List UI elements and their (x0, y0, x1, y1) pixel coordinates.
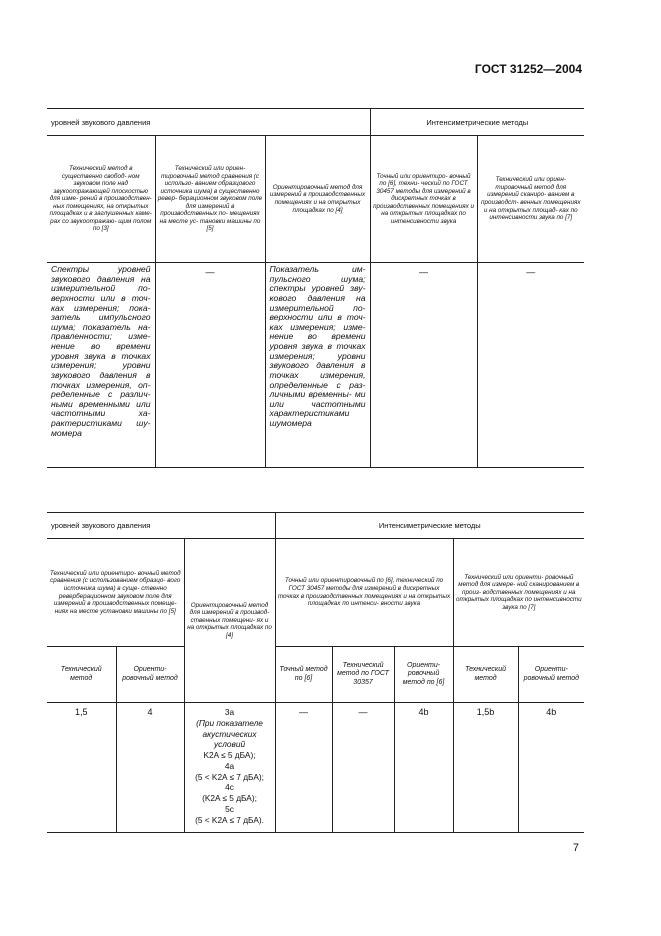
table2-group-3: Точный или ориентировочный по [6], технический по ГОСТ 30457 методы для измерений в дискретных точках в производственных помещениях и на открытых площадках по интенси- вности звука (275, 539, 453, 647)
table2-val-1: 1,5 (47, 703, 116, 833)
page-number: 7 (572, 842, 579, 854)
cond-line-7: (K2A ≤ 5 дБА); (202, 793, 257, 804)
table1-col-2: Технический или ориен- тировочный метод сравнения (с использо- ванием образцового источника шума) в существенно ревер- берационном звуковом поле для измерений в производственных по- мещениях на месте ус- тановки машины по [5] (155, 136, 265, 263)
table2-val-3 (184, 703, 275, 833)
table2-sub-3: Точный метод по [6] (275, 647, 332, 703)
table2-sub-5: Ориенти- ровочный метод по [6] (394, 647, 453, 703)
table2-val-6: 4b (394, 703, 453, 833)
cond-line-4: 4а (224, 760, 235, 771)
cond-line-6: 4с (225, 782, 234, 793)
table2-group-2: Ориентировочный метод для измерений в производ- ственных помещени- ях и на открытых площадках по [4] (184, 539, 275, 703)
table2-sub-6: Технический метод (453, 647, 518, 703)
table1-row-cell-3: Показатель им- пульсного шума; спектры уровней зву- кового давления на измерительной по- верхности или в точ- ках измерения; изме- нение во времени уровня звука в точках измерения; уровни звукового давления в точках измерения, определенные с раз- личными временны- ми или частотными характеристиками шумомера (265, 263, 370, 468)
table1-col-5: Технический или ориен- тировочный метод для измерений сканиро- ванием в производст- венных помещениях и на открытых площад- ках по интенсивности звука по [7] (477, 136, 584, 263)
table2-sub-7: Ориенти- ровочный метод (518, 647, 584, 703)
table1-col-1: Технический метод в существенно свобод- ном звуковом поле над звукоотражающей плоскостью для изме- рений в производствен- ных помещениях, на открытых площадках и в заглушенных каме- рах со звукоотражаю- щим полом по [3] (47, 136, 155, 263)
table2-sub-2: Ориенти- ровочный метод (116, 647, 184, 703)
cond-line-5: (5 < K2A ≤ 7 дБА); (195, 771, 264, 782)
table2-val-7: 1,5b (453, 703, 518, 833)
table2-group-1: Технический или ориентиро- вочный метод сравнения (с использованием образцо- вого источника шума) в суще- ственно реверберационном звуковом поле для измерений в производственных помеще- ниях на месте установки машины по [5] (47, 539, 184, 647)
table2-head-left: уровней звукового давления (47, 513, 275, 539)
table2-sub-4: Технический метод по ГОСТ 30357 (332, 647, 394, 703)
table2-val-4: — (275, 703, 332, 833)
table1-row-cell-2: — (155, 263, 265, 468)
table2-val-8: 4b (518, 703, 584, 833)
cond-line-3: K2A ≤ 5 дБА); (203, 750, 256, 761)
table2-sub-1: Технический метод (47, 647, 116, 703)
table2-head-right: Интенсиметрические методы (275, 513, 584, 539)
table2-val-5: — (332, 703, 394, 833)
methods-table-2 (47, 512, 584, 833)
table1-head-left: уровней звукового давления (47, 109, 370, 136)
table1-row-cell-5: — (477, 263, 584, 468)
table2-val-2: 4 (116, 703, 184, 833)
methods-table-1 (47, 108, 584, 468)
table1-col-3: Ориентировочный метод для измерений в производственных помещениях и на открытых площадках по [4] (265, 136, 370, 263)
standard-header: ГОСТ 31252—2004 (474, 62, 582, 76)
table1-row-cell-4: — (370, 263, 477, 468)
table1-head-right: Интенсиметрические методы (370, 109, 584, 136)
cond-line-1: 3а (224, 707, 235, 717)
cond-line-2: (При показателе акустических условий (196, 717, 263, 750)
table1-col-4: Точный или ориентиро- вочный по [6], техни- ческий по ГОСТ 30457 методы для измерений в дискретных точках в производственных помещениях и на открытых площадках по интенсивности звука (370, 136, 477, 263)
table1-row-cell-1: Спектры уровней звукового давления на измерительной по- верхности или в точ- ках измерения; пока- затель импульсного шума; показатель на- правленности; изме- нение во времени уровня звука в точках измерения; уровни звукового давления в точках измерения, оп- ределенные с различ- ными временными или частотными ха- рактеристиками шу- момера (47, 263, 155, 468)
table2-group-4: Технический или ориенти- ровочный метод для измере- ний сканированием в произ- водственных помещениях и на открытых площадках по интенсивности звука по [7] (453, 539, 584, 647)
cond-line-8: 5с (225, 804, 234, 815)
cond-line-9: (5 < K2A ≤ 7 дБА). (195, 814, 264, 825)
